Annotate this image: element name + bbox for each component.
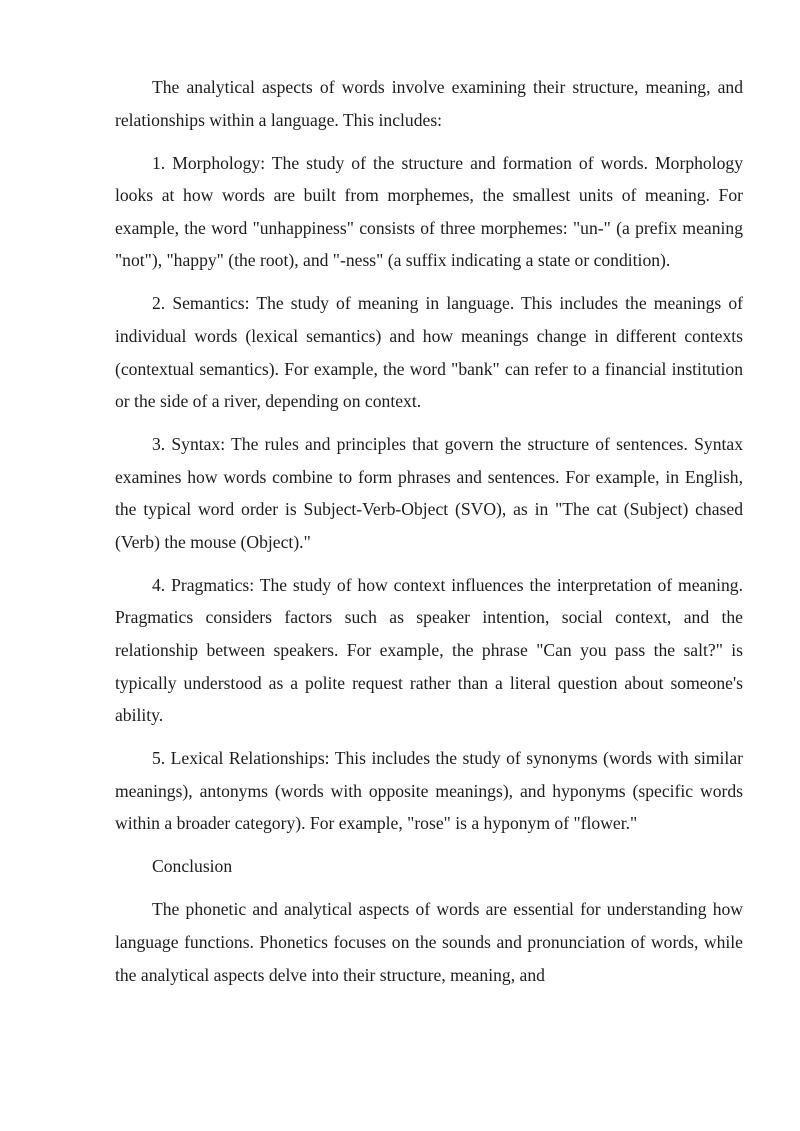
semantics-paragraph: 2. Semantics: The study of meaning in language. This includes the meanings of individual words (lexical semantics) and how meanings change in different contexts (contextual semantics). For example, the word "bank" can refer to a financial institution or the side of a river, depending on context. xyxy=(115,293,743,412)
pragmatics-paragraph: 4. Pragmatics: The study of how context influences the interpretation of meaning. Pragmatics considers factors such as speaker intention, social context, and the relationship between speakers. For example, the phrase "Can you pass the salt?" is typically understood as a polite request rather than a literal question about someone's ability. xyxy=(115,574,743,726)
conclusion-heading: Conclusion xyxy=(152,856,233,877)
syntax-paragraph: 3. Syntax: The rules and principles that govern the structure of sentences. Syntax examines how words combine to form phrases and sentences. For example, in English, the typical word order is Subject-Verb-Object (SVO), as in "The cat (Subject) chased (Verb) the mouse (Object)." xyxy=(115,434,743,552)
lexical-relationships-paragraph: 5. Lexical Relationships: This includes the study of synonyms (words with similar meanings), antonyms (words with opposite meanings), and hyponyms (specific words within a broader category). For example, "rose" is a hyponym of "flower." xyxy=(115,748,743,834)
conclusion-paragraph: The phonetic and analytical aspects of words are essential for understanding how language functions. Phonetics focuses on the sounds and pronunciation of words, while the analytical aspects delve into their structure, meaning, and xyxy=(115,899,743,985)
intro-paragraph: The analytical aspects of words involve examining their structure, meaning, and relationships within a language. This includes: xyxy=(115,77,743,130)
page-content xyxy=(115,71,743,1002)
morphology-paragraph: 1. Morphology: The study of the structure and formation of words. Morphology looks at how words are built from morphemes, the smallest units of meaning. For example, the word "unhappiness" consists of three morphemes: "un-" (a prefix meaning "not"), "happy" (the root), and "-ness" (a suffix indicating a state or condition). xyxy=(115,152,743,271)
